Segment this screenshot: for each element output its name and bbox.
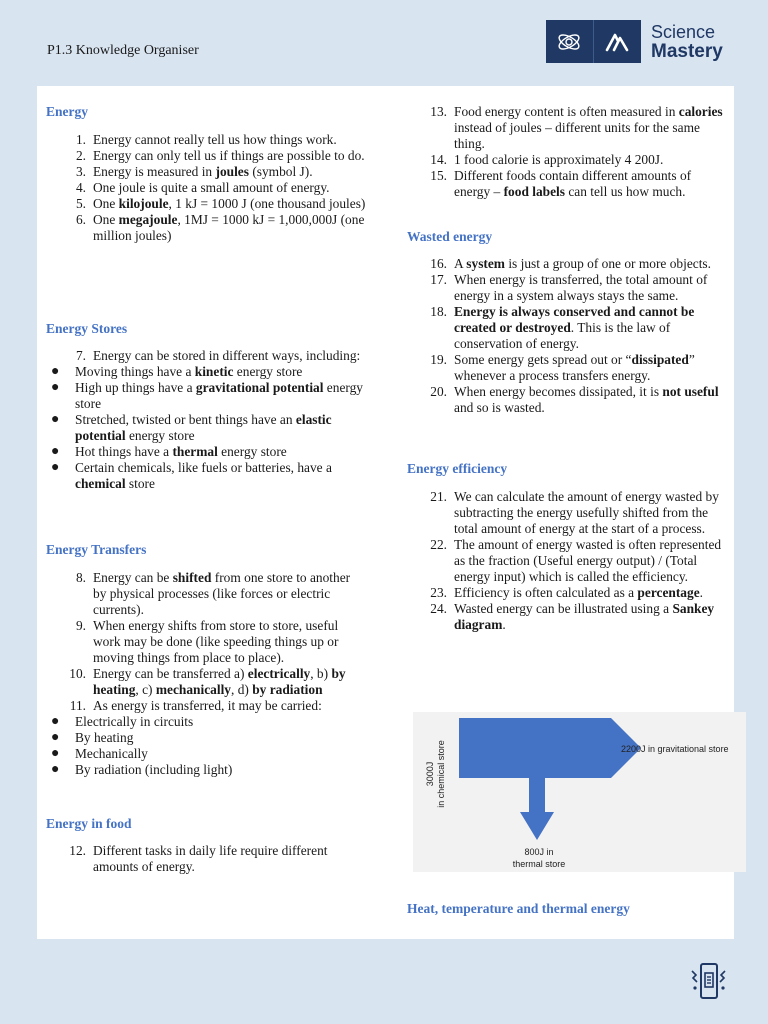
list-item-17: 17. When energy is transferred, the total amount of energy in a system always stays the same. <box>430 272 708 303</box>
list-item-8: 8. Energy can be shifted from one store to another by physical processes (like forces or electric currents). <box>75 570 351 617</box>
content-sheet <box>37 86 734 939</box>
logo-mark <box>546 20 641 63</box>
list-item-14: 14. 1 food calorie is approximately 4 200J. <box>430 152 664 167</box>
list-item-7: 7. Energy can be stored in different ways, including: <box>75 348 361 363</box>
list-bullet-heating: ● By heating <box>51 730 134 745</box>
list-item-11: 11. As energy is transferred, it may be carried: <box>69 698 322 713</box>
sankey-wasted-value: 800J in <box>524 847 554 857</box>
heading-energy-efficiency: Energy efficiency <box>407 461 508 476</box>
list-item-12: 12. Different tasks in daily life require different amounts of energy. <box>69 843 328 874</box>
list-item-13: 13. Food energy content is often measured in calories instead of joules – different units for the same thing. <box>430 104 723 151</box>
list-item-24: 24. Wasted energy can be illustrated using a Sankey diagram. <box>430 601 715 632</box>
atom-icon <box>546 20 594 63</box>
list-bullet-kinetic: ● Moving things have a kinetic energy store <box>51 364 303 379</box>
mastery-mark-icon <box>594 20 642 63</box>
sankey-useful-label: 2200J in gravitational store <box>621 744 729 754</box>
sankey-input-value: 3000J <box>425 761 435 787</box>
list-bullet-thermal: ● Hot things have a thermal energy store <box>51 444 287 459</box>
list-item-5: 5. One kilojoule, 1 kJ = 1000 J (one thousand joules) <box>75 196 366 211</box>
sankey-input-label: in chemical store <box>436 740 446 808</box>
list-bullet-elastic: ● Stretched, twisted or bent things have an elastic potential energy store <box>51 412 332 443</box>
heading-energy-in-food: Energy in food <box>46 816 132 831</box>
heading-wasted-energy: Wasted energy <box>407 229 493 244</box>
heading-energy: Energy <box>46 104 88 119</box>
logo-text-mastery: Mastery <box>651 40 723 62</box>
list-item-18: 18. Energy is always conserved and cannot be created or destroyed. This is the law of conservation of energy. <box>430 304 695 351</box>
list-bullet-gravitational: ● High up things have a gravitational potential energy store <box>51 380 363 411</box>
list-bullet-chemical: ● Certain chemicals, like fuels or batteries, have a chemical store <box>51 460 332 491</box>
sankey-flow-shape <box>459 718 641 840</box>
heading-heat-temperature: Heat, temperature and thermal energy <box>407 901 630 916</box>
mobile-phone-icon <box>687 959 731 1008</box>
heading-energy-transfers: Energy Transfers <box>46 542 147 557</box>
sankey-svg <box>413 712 746 872</box>
list-item-19: 19. Some energy gets spread out or “dissipated” whenever a process transfers energy. <box>430 352 695 383</box>
list-item-4: 4. One joule is quite a small amount of energy. <box>75 180 330 195</box>
list-item-22: 22. The amount of energy wasted is often represented as the fraction (Useful energy output) / (Total energy input) which is called the efficiency. <box>430 537 722 584</box>
list-item-1: 1. Energy cannot really tell us how things work. <box>75 132 337 147</box>
list-item-2: 2. Energy can only tell us if things are possible to do. <box>75 148 365 163</box>
sankey-wasted-label: thermal store <box>512 859 566 869</box>
heading-energy-stores: Energy Stores <box>46 321 128 336</box>
list-bullet-radiation: ● By radiation (including light) <box>51 762 233 777</box>
logo-text-science: Science <box>651 21 716 42</box>
list-item-20: 20. When energy becomes dissipated, it is not useful and so is wasted. <box>430 384 719 415</box>
sankey-diagram <box>413 712 746 872</box>
list-item-3: 3. Energy is measured in joules (symbol J). <box>75 164 313 179</box>
list-bullet-mechanically: ● Mechanically <box>51 746 148 761</box>
doc-title: P1.3 Knowledge Organiser <box>47 43 199 58</box>
list-item-23: 23. Efficiency is often calculated as a percentage. <box>430 585 704 600</box>
list-item-9: 9. When energy shifts from store to store, useful work may be done (like speeding things up or moving things from place to place). <box>75 618 339 665</box>
list-item-16: 16. A system is just a group of one or more objects. <box>430 256 711 271</box>
list-item-6: 6. One megajoule, 1MJ = 1000 kJ = 1,000,000J (one million joules) <box>75 212 365 243</box>
science-mastery-logo <box>546 20 723 63</box>
list-bullet-electrically: ● Electrically in circuits <box>51 714 194 729</box>
list-item-21: 21. We can calculate the amount of energy wasted by subtracting the energy usefully shifted from the total amount of energy at the start of a process. <box>430 489 719 536</box>
list-item-15: 15. Different foods contain different amounts of energy – food labels can tell us how much. <box>430 168 692 199</box>
list-item-10: 10. Energy can be transferred a) electrically, b) by heating, c) mechanically, d) by radiation <box>69 666 346 697</box>
